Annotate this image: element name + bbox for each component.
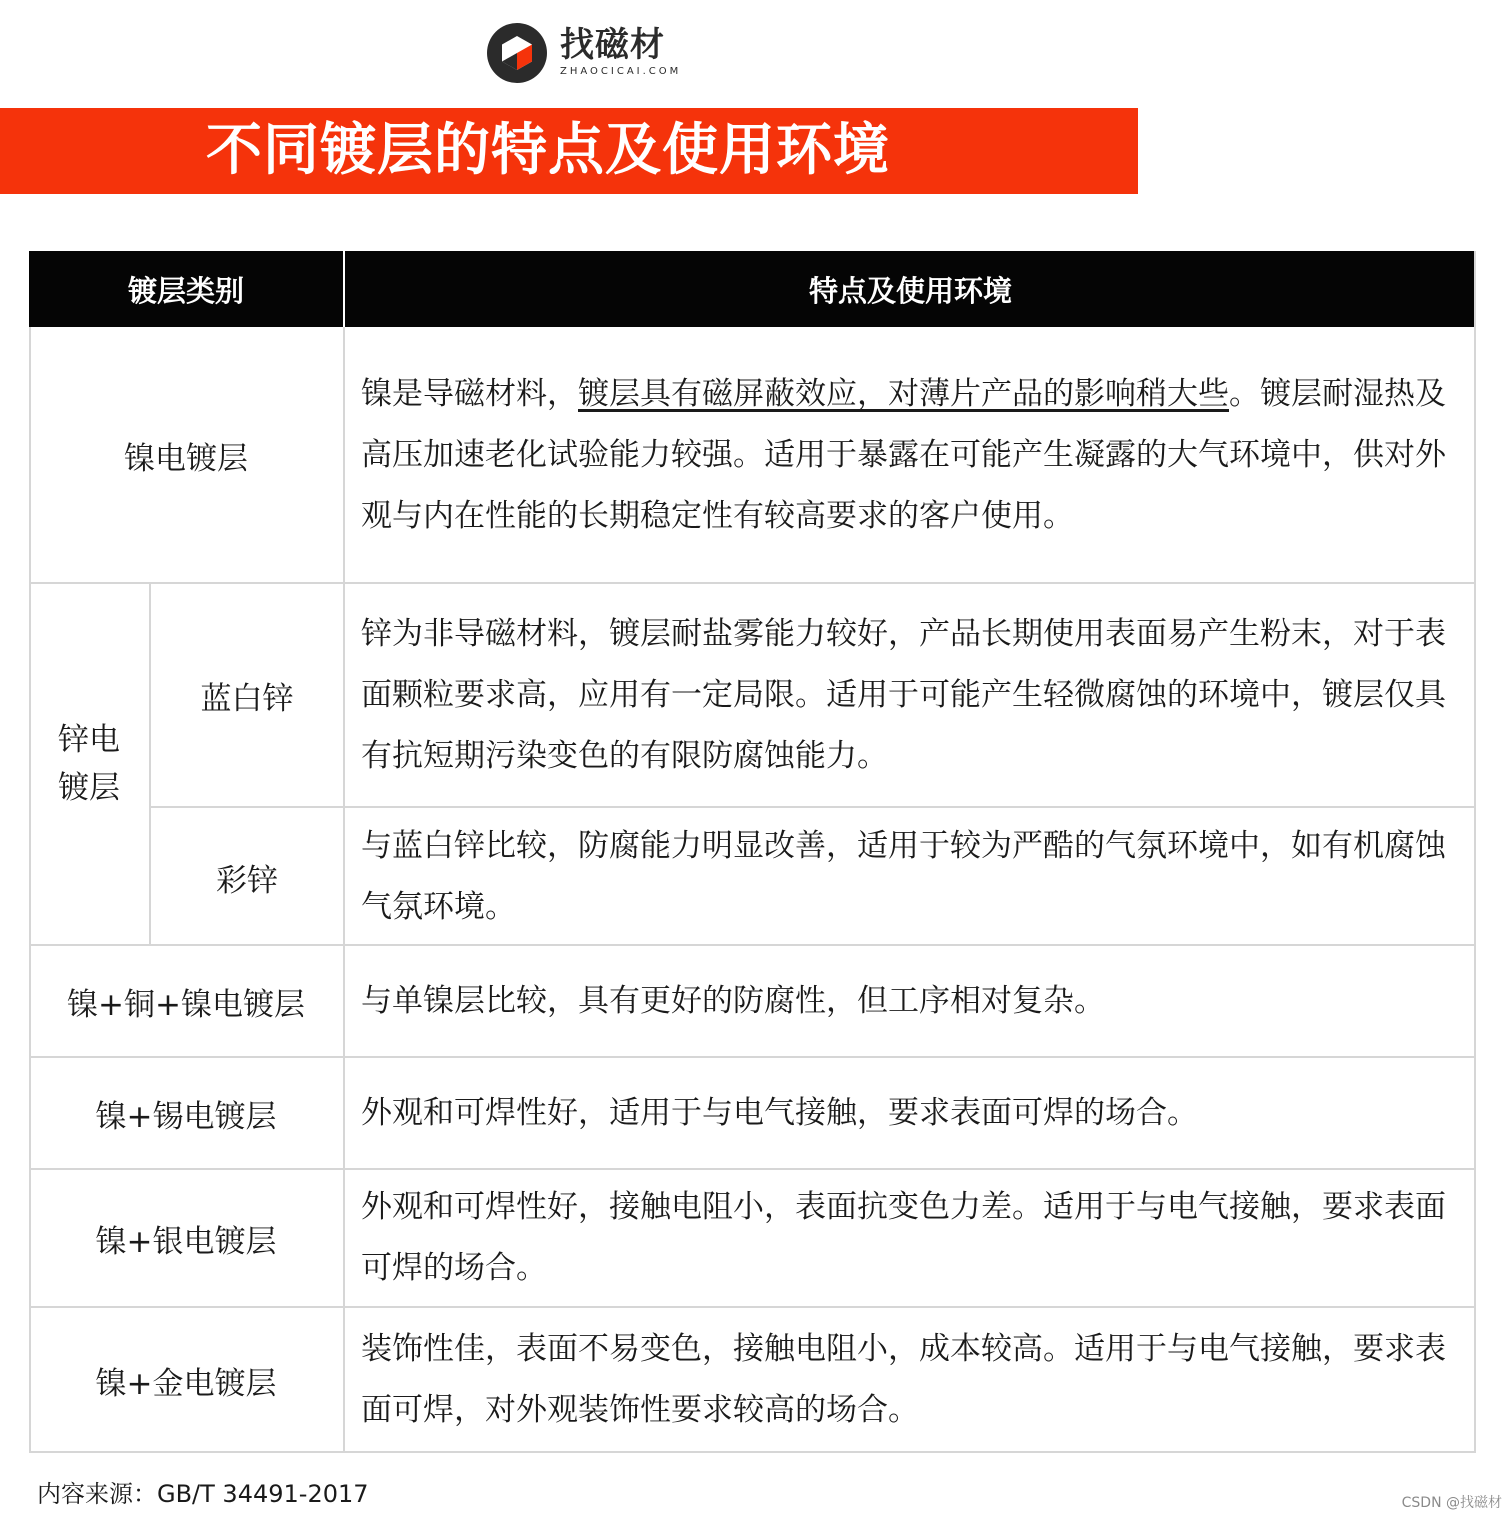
table-border-right xyxy=(1474,251,1476,1453)
row-divider xyxy=(29,944,1476,946)
description-nickel-underlined: 镀层具有磁屏蔽效应，对薄片产品的影响稍大些 xyxy=(578,375,1229,412)
brand-name: 找磁材 xyxy=(560,25,665,65)
page-title: 不同镀层的特点及使用环境 xyxy=(206,118,890,183)
category-zinc-color: 彩锌 xyxy=(216,862,278,899)
table-border-bottom xyxy=(29,1451,1476,1453)
description-ni-ag: 外观和可焊性好，接触电阻小，表面抗变色力差。适用于与电气接触，要求表面可焊的场合。 xyxy=(361,1189,1446,1286)
header-category: 镀层类别 xyxy=(29,251,343,327)
column-divider xyxy=(343,327,345,1453)
header-description: 特点及使用环境 xyxy=(345,251,1476,327)
category-ni-ag: 镍+银电镀层 xyxy=(95,1223,277,1260)
description-nickel-prefix: 镍是导磁材料， xyxy=(361,375,578,412)
description-ni-sn: 外观和可焊性好，适用于与电气接触，要求表面可焊的场合。 xyxy=(361,1094,1198,1131)
row-divider xyxy=(29,582,1476,584)
description-ni-cu-ni: 与单镍层比较，具有更好的防腐性，但工序相对复杂。 xyxy=(361,982,1105,1019)
zinc-subdivider xyxy=(149,583,151,945)
category-ni-au: 镍+金电镀层 xyxy=(95,1365,277,1402)
brand-domain: ZHAOCICAI.COM xyxy=(560,66,682,77)
watermark-credit: CSDN @找磁材 xyxy=(1401,1495,1502,1511)
table-border-left xyxy=(29,327,31,1453)
category-ni-cu-ni: 镍+铜+镍电镀层 xyxy=(67,986,305,1023)
source-note: 内容来源：GB/T 34491-2017 xyxy=(37,1480,369,1508)
description-zinc-blue-white: 锌为非导磁材料，镀层耐盐雾能力较好，产品长期使用表面易产生粉末，对于表面颗粒要求高，应用有一定局限。适用于可能产生轻微腐蚀的环境中，镀层仅具有抗短期污染变色的有限防腐蚀能力。 xyxy=(361,615,1446,774)
brand-logo-icon xyxy=(486,22,548,84)
brand-logo xyxy=(486,20,681,86)
category-zinc-blue-white: 蓝白锌 xyxy=(200,680,294,717)
category-zinc-group: 锌电镀层 xyxy=(58,722,120,806)
row-divider xyxy=(29,1306,1476,1308)
row-divider xyxy=(29,1056,1476,1058)
coating-table xyxy=(29,251,1476,1453)
row-divider xyxy=(149,806,1476,808)
category-nickel: 镍电镀层 xyxy=(124,440,248,477)
description-ni-au: 装饰性佳，表面不易变色，接触电阻小，成本较高。适用于与电气接触，要求表面可焊，对外观装饰性要求较高的场合。 xyxy=(361,1331,1446,1428)
row-divider xyxy=(29,1168,1476,1170)
title-banner xyxy=(0,108,1138,194)
description-nickel xyxy=(345,327,1476,583)
description-zinc-color: 与蓝白锌比较，防腐能力明显改善，适用于较为严酷的气氛环境中，如有机腐蚀气氛环境。 xyxy=(361,828,1446,925)
description-nickel-suffix: 。镀层耐湿热及高压加速老化试验能力较强。适用于暴露在可能产生凝露的大气环境中，供对外观与内在性能的长期稳定性有较高要求的客户使用。 xyxy=(361,375,1446,534)
category-ni-sn: 镍+锡电镀层 xyxy=(95,1098,277,1135)
